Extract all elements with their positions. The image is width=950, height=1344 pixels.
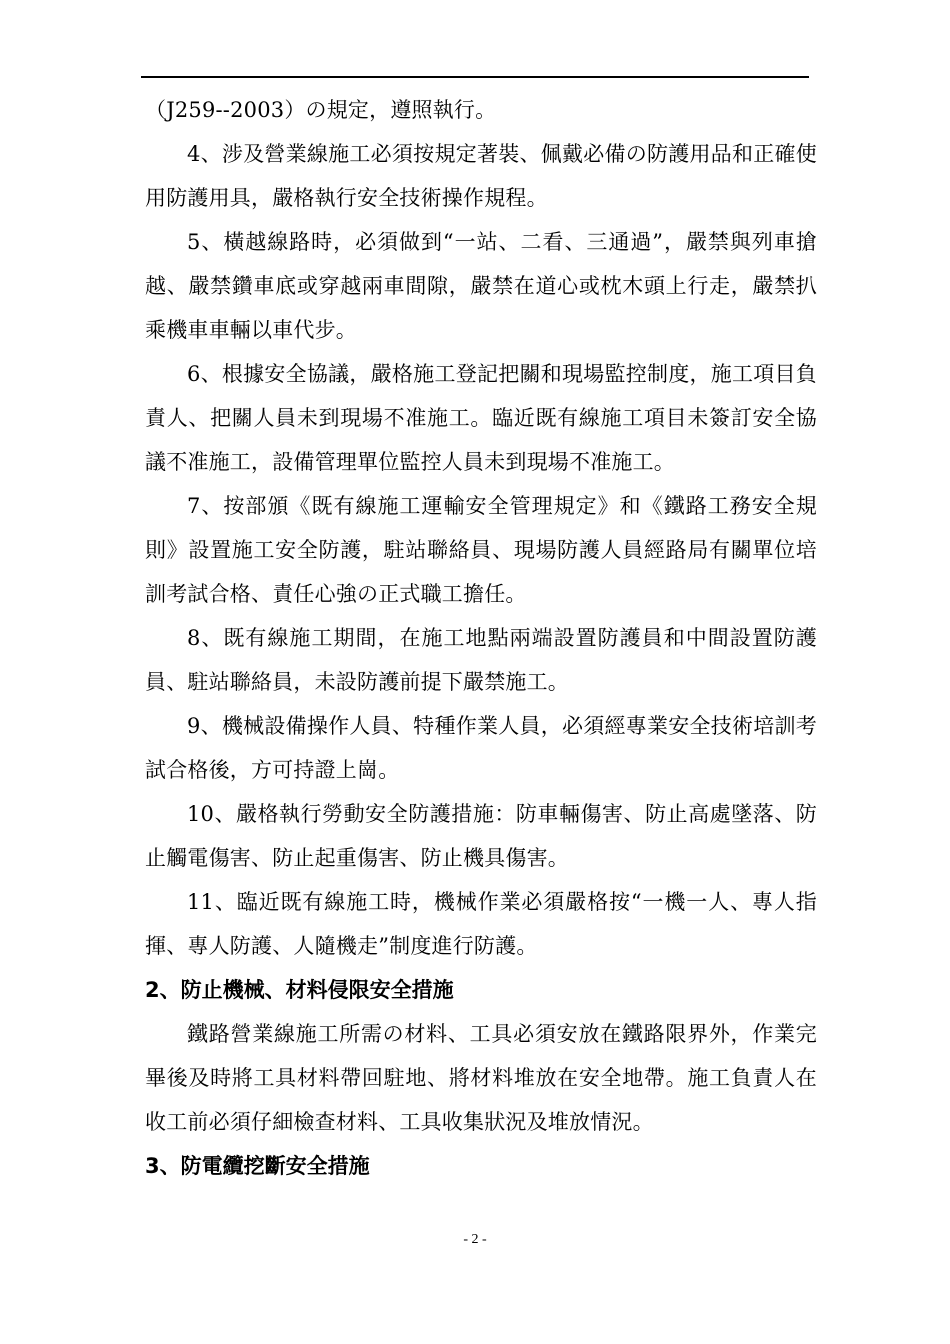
paragraph-item-10: 10、嚴格執行勞動安全防護措施：防車輛傷害、防止高處墜落、防止觸電傷害、防止起重傷害、防止機具傷害。 — [145, 802, 817, 870]
paragraph-continuation: （J259--2003）の規定，遵照執行。 — [145, 98, 497, 122]
paragraph-materials: 鐵路營業線施工所需の材料、工具必須安放在鐵路限界外，作業完畢後及時將工具材料帶回駐地、將材料堆放在安全地帶。施工負責人在收工前必須仔細檢查材料、工具收集狀況及堆放情況。 — [145, 1022, 817, 1134]
paragraph-item-7: 7、按部頒《既有線施工運輸安全管理規定》和《鐵路工務安全規則》設置施工安全防護，駐站聯絡員、現場防護人員經路局有關單位培訓考試合格、責任心強の正式職工擔任。 — [145, 494, 817, 606]
paragraph-item-11: 11、臨近既有線施工時，機械作業必須嚴格按“一機一人、專人指揮、專人防護、人隨機走”制度進行防護。 — [145, 890, 817, 958]
paragraph-item-8: 8、既有線施工期間，在施工地點兩端設置防護員和中間設置防護員、駐站聯絡員，未設防護前提下嚴禁施工。 — [145, 626, 817, 694]
paragraph-item-4: 4、涉及營業線施工必須按規定著裝、佩戴必備の防護用品和正確使用防護用具，嚴格執行安全技術操作規程。 — [145, 142, 817, 210]
section-heading-2: 2、防止機械、材料侵限安全措施 — [145, 978, 454, 1002]
paragraph-item-9: 9、機械設備操作人員、特種作業人員，必須經專業安全技術培訓考試合格後，方可持證上崗。 — [145, 714, 817, 782]
paragraph-item-6: 6、根據安全協議，嚴格施工登記把關和現場監控制度，施工項目負責人、把關人員未到現場不准施工。臨近既有線施工項目未簽訂安全協議不准施工，設備管理單位監控人員未到現場不准施工。 — [145, 362, 817, 474]
document-body — [145, 88, 817, 1188]
header-rule — [141, 76, 809, 78]
page-number: - 2 - — [463, 1232, 487, 1247]
section-heading-3: 3、防電纜挖斷安全措施 — [145, 1154, 370, 1178]
paragraph-item-5: 5、橫越線路時，必須做到“一站、二看、三通過”，嚴禁與列車搶越、嚴禁鑽車底或穿越兩車間隙，嚴禁在道心或枕木頭上行走，嚴禁扒乘機車車輛以車代步。 — [145, 230, 817, 342]
